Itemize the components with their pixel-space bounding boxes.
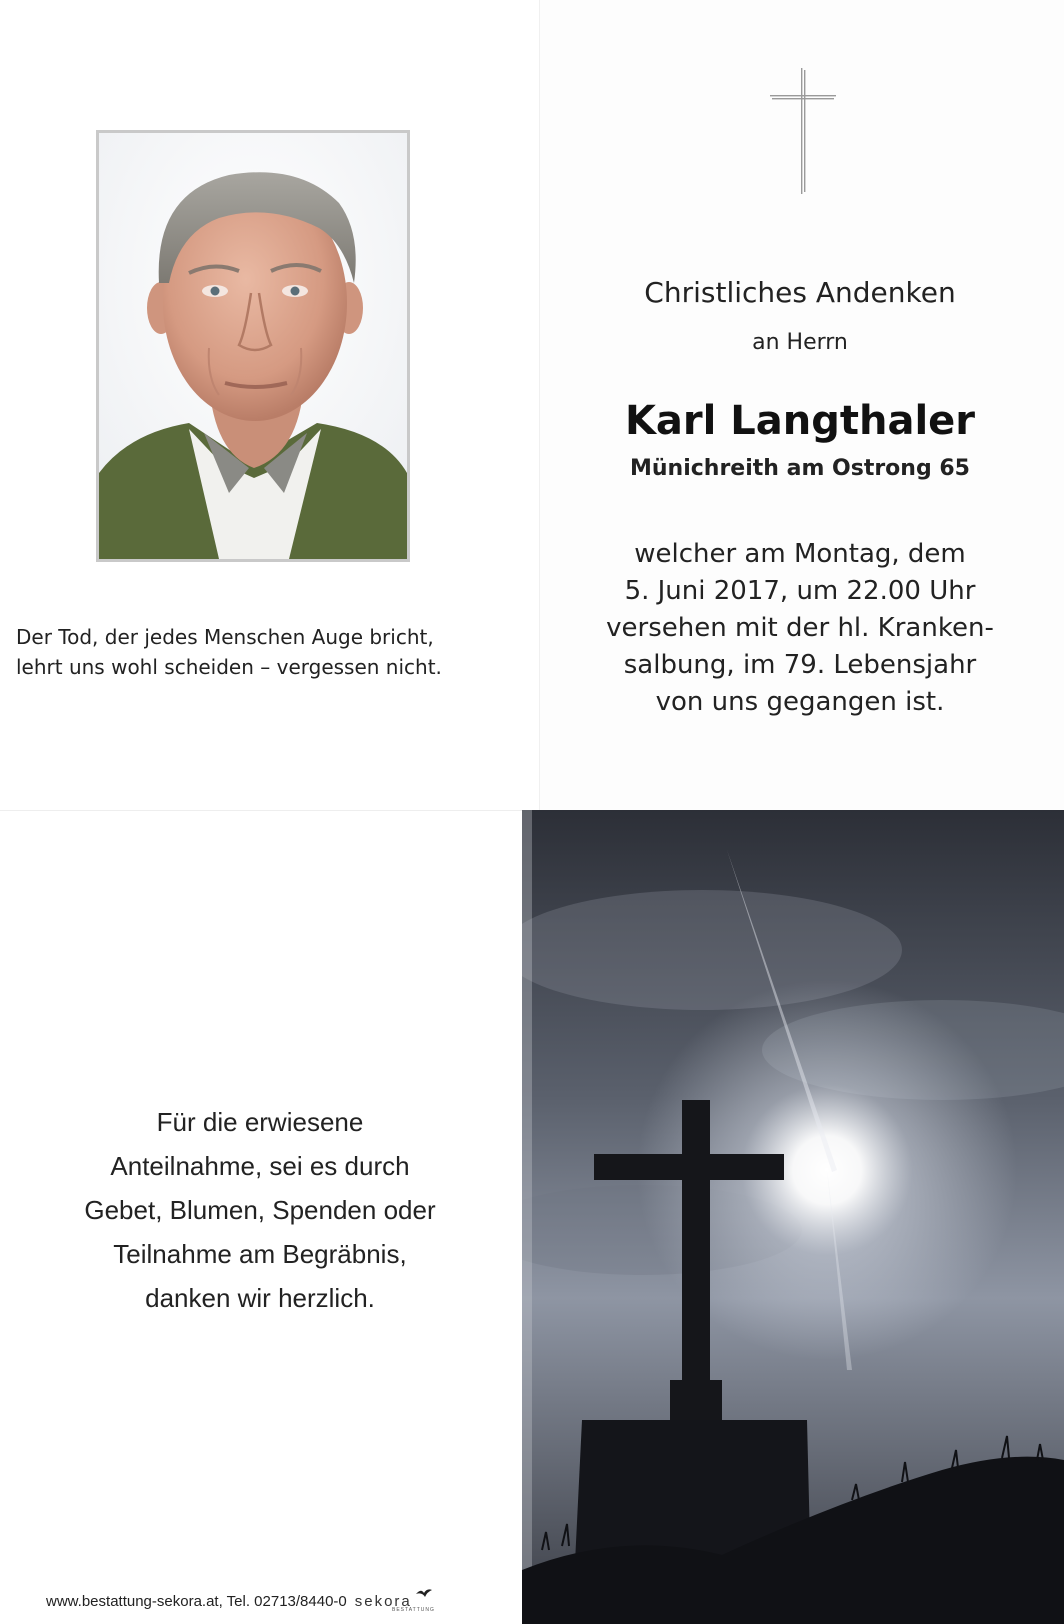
death-notice-line: 5. Juni 2017, um 22.00 Uhr [624,576,976,606]
quote-line: lehrt uns wohl scheiden – vergessen nicht. [16,655,442,679]
logo-subtext: BESTATTUNG [392,1607,435,1613]
deceased-address: Münichreith am Ostrong 65 [629,456,970,481]
thanks-line: Teilnahme am Begräbnis, [113,1239,407,1269]
deceased-name: Karl Langthaler [624,398,976,444]
salutation: an Herrn [752,330,848,355]
thanks-line: Anteilnahme, sei es durch [110,1151,410,1181]
thanks-line: Gebet, Blumen, Spenden oder [84,1195,436,1225]
death-notice-line: versehen mit der hl. Kranken- [606,613,994,643]
portrait-photo [96,130,410,562]
memorial-quote [16,622,516,682]
thanks-message [20,1100,500,1320]
death-notice [590,536,1010,721]
death-notice-line: von uns gegangen ist. [655,687,945,717]
cross-icon [770,68,836,198]
funeral-home-footer [46,1588,516,1613]
cross-silhouette-photo [522,810,1064,1624]
death-notice-line: welcher am Montag, dem [634,539,966,569]
memorial-heading: Christliches Andenken [644,276,956,309]
contact-info: www.bestattung-sekora.at, Tel. 02713/8440-0 [46,1593,347,1610]
fold-line-horizontal [0,810,522,811]
fold-line-vertical [539,0,540,810]
quote-line: Der Tod, der jedes Menschen Auge bricht, [16,625,434,649]
thanks-line: Für die erwiesene [156,1107,364,1137]
sekora-logo: sekora [354,1593,412,1610]
thanks-line: danken wir herzlich. [145,1283,375,1313]
death-notice-line: salbung, im 79. Lebensjahr [623,650,977,680]
